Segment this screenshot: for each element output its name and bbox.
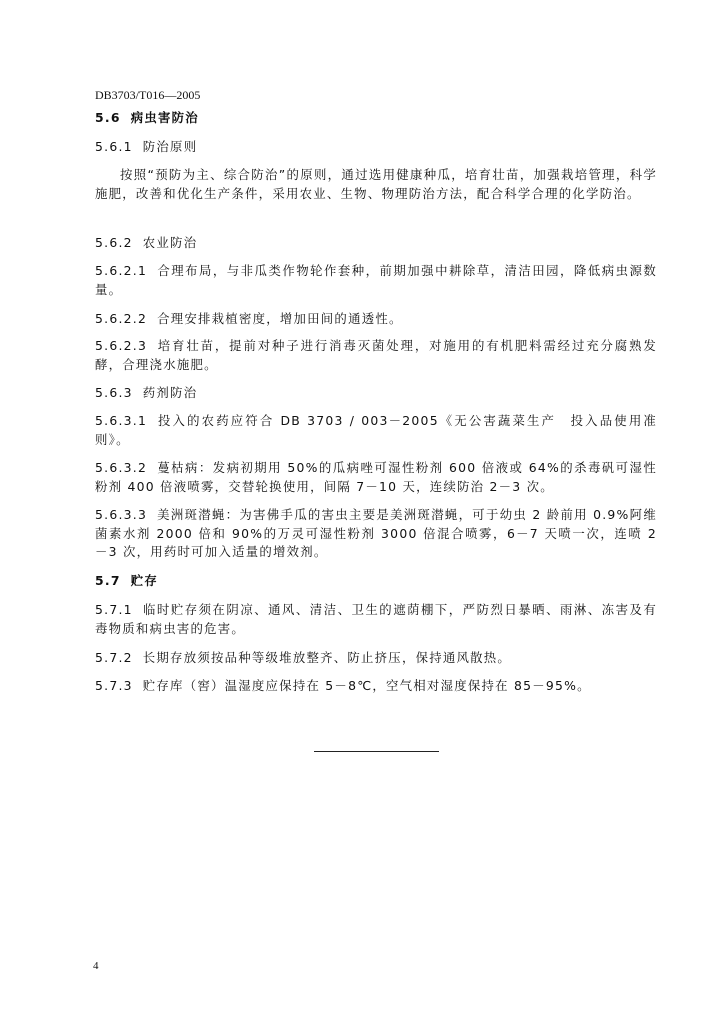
heading-5-6-2 (95, 234, 657, 253)
heading-5-6 (95, 109, 657, 128)
clause-5-6-3-2 (95, 459, 657, 496)
clause-text: 合理安排栽植密度，增加田间的通透性。 (157, 311, 403, 326)
section-title: 防治原则 (142, 139, 198, 154)
clause-5-7-1 (95, 601, 657, 638)
clause-number: 5.6.2.2 (95, 311, 148, 326)
clause-text: 投入的农药应符合 DB 3703 / 003－2005《无公害蔬菜生产 投入品使用准则》。 (95, 413, 657, 447)
section-number: 5.6.2 (95, 235, 133, 250)
heading-5-7 (95, 572, 657, 591)
section-title: 药剂防治 (142, 385, 198, 400)
clause-number: 5.7.1 (95, 602, 133, 617)
clause-number: 5.7.3 (95, 678, 133, 693)
clause-text: 蔓枯病：发病初期用 50%的瓜病唑可湿性粉剂 600 倍液或 64%的杀毒矾可湿性粉剂 400 倍液喷雾，交替轮换使用，间隔 7－10 天，连续防治 2－3 次。 (95, 460, 657, 494)
section-title: 贮存 (130, 573, 158, 588)
clause-text: 贮存库（窖）温湿度应保持在 5－8℃，空气相对湿度保持在 85－95%。 (142, 678, 591, 693)
clause-number: 5.7.2 (95, 650, 133, 665)
clause-text: 长期存放须按品种等级堆放整齐、防止挤压，保持通风散热。 (142, 650, 512, 665)
section-number: 5.6.1 (95, 139, 133, 154)
clause-text: 培育壮苗，提前对种子进行消毒灭菌处理，对施用的有机肥料需经过充分腐熟发酵，合理浇水施肥。 (95, 338, 657, 372)
clause-5-7-2 (95, 649, 657, 668)
section-title: 病虫害防治 (130, 110, 199, 125)
clause-5-6-2-1 (95, 262, 657, 299)
clause-number: 5.6.3.1 (95, 413, 148, 428)
heading-5-6-3 (95, 384, 657, 403)
clause-number: 5.6.3.3 (95, 507, 148, 522)
section-number: 5.7 (95, 573, 121, 588)
page-number: 4 (93, 960, 99, 972)
clause-number: 5.6.3.2 (95, 460, 148, 475)
clause-number: 5.6.2.3 (95, 338, 148, 353)
section-title: 农业防治 (142, 235, 198, 250)
section-number: 5.6 (95, 110, 121, 125)
paragraph-5-6-1: 按照“预防为主、综合防治”的原则，通过选用健康种瓜，培育壮苗，加强栽培管理，科学施肥，改善和优化生产条件，采用农业、生物、物理防治方法，配合科学合理的化学防治。 (95, 167, 657, 201)
clause-5-6-3-1 (95, 412, 657, 449)
end-of-document-rule (314, 751, 439, 752)
clause-5-6-3-3 (95, 506, 657, 562)
clause-number: 5.6.2.1 (95, 263, 148, 278)
heading-5-6-1 (95, 138, 657, 157)
clause-text: 美洲斑潜蝇：为害佛手瓜的害虫主要是美洲斑潜蝇，可于幼虫 2 龄前用 0.9%阿维菌素水剂 2000 倍和 90%的万灵可湿性粉剂 3000 倍混合喷雾，6－7 天喷一次，连喷 2－3 次，用药时可加入适量的增效剂。 (95, 507, 657, 560)
section-number: 5.6.3 (95, 385, 133, 400)
clause-text: 合理布局，与非瓜类作物轮作套种，前期加强中耕除草，清洁田园，降低病虫源数量。 (95, 263, 657, 297)
clause-text: 临时贮存须在阴凉、通风、清洁、卫生的遮荫棚下，严防烈日暴晒、雨淋、冻害及有毒物质和病虫害的危害。 (95, 602, 657, 636)
clause-5-7-3 (95, 677, 657, 696)
clause-5-6-2-3 (95, 337, 657, 374)
document-code-header: DB3703/T016—2005 (95, 88, 201, 102)
clause-5-6-2-2 (95, 310, 657, 329)
